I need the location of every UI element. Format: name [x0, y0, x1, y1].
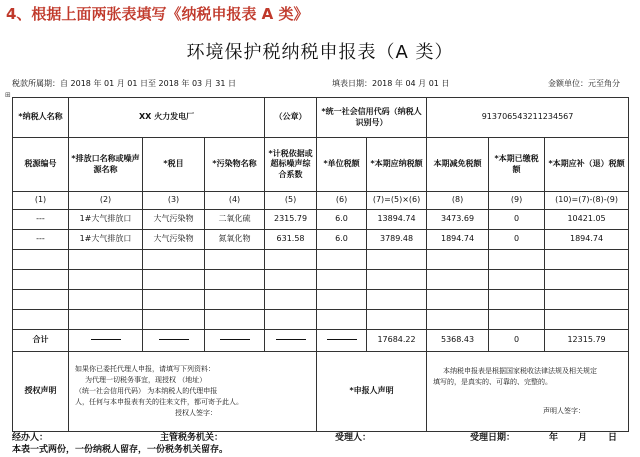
- total-payable[interactable]: 12315.79: [545, 330, 629, 352]
- cell[interactable]: [317, 310, 367, 330]
- col-index: (9): [489, 192, 545, 210]
- cell[interactable]: [265, 310, 317, 330]
- cell[interactable]: ---: [13, 210, 69, 230]
- auth-signature-label: 授权人签字：: [175, 408, 217, 417]
- declarant-label: *申报人声明: [317, 352, 427, 432]
- col-header-payable: *本期应补（退）税额: [545, 138, 629, 192]
- cell[interactable]: [367, 270, 427, 290]
- tax-return-table: [12, 97, 629, 432]
- cell[interactable]: ---: [13, 230, 69, 250]
- cell[interactable]: 0: [489, 230, 545, 250]
- col-index: (5): [265, 192, 317, 210]
- seal-label: （公章）: [265, 98, 317, 138]
- cell[interactable]: [427, 250, 489, 270]
- handler-label: 经办人：: [12, 433, 49, 443]
- cell[interactable]: [317, 290, 367, 310]
- col-index: (4): [205, 192, 265, 210]
- cell[interactable]: [427, 290, 489, 310]
- cell[interactable]: 1894.74: [545, 230, 629, 250]
- cell[interactable]: [317, 250, 367, 270]
- col-index: (3): [143, 192, 205, 210]
- cell[interactable]: [317, 270, 367, 290]
- auth-declaration-text[interactable]: [69, 352, 317, 432]
- cell[interactable]: [205, 270, 265, 290]
- cell[interactable]: [69, 270, 143, 290]
- col-index: (6): [317, 192, 367, 210]
- col-index: (10)=(7)-(8)-(9): [545, 192, 629, 210]
- total-dash: [69, 330, 143, 352]
- receiver-label: 受理人：: [335, 433, 372, 443]
- auth-line: （统一社会信用代码） 为本纳税人的代理申报: [75, 387, 218, 396]
- col-index: (7)=(5)×(6): [367, 192, 427, 210]
- cell[interactable]: 3789.48: [367, 230, 427, 250]
- cell[interactable]: [13, 250, 69, 270]
- cell[interactable]: [205, 290, 265, 310]
- cell[interactable]: 0: [489, 210, 545, 230]
- total-dash: [205, 330, 265, 352]
- authority-label: 主管税务机关：: [160, 433, 224, 443]
- col-header-source-id: 税源编号: [13, 138, 69, 192]
- cell[interactable]: [265, 250, 317, 270]
- col-header-relief: 本期减免税额: [427, 138, 489, 192]
- cell[interactable]: 大气污染物: [143, 230, 205, 250]
- amount-unit: 金额单位：元至角分: [548, 79, 620, 88]
- total-dash: [317, 330, 367, 352]
- credit-code-value[interactable]: 913706543211234567: [427, 98, 629, 138]
- auth-line: 为代理一切税务事宜，现授权 （地址）: [85, 376, 207, 385]
- auth-line: 人，任何与本申报表有关的往来文件，都可寄予此人。: [75, 397, 243, 406]
- receive-date-label: 受理日期：: [470, 433, 516, 443]
- year-label: 年: [549, 433, 559, 443]
- cell[interactable]: 10421.05: [545, 210, 629, 230]
- total-label: 合计: [13, 330, 69, 352]
- cell[interactable]: 1#大气排放口: [69, 230, 143, 250]
- total-dash: [265, 330, 317, 352]
- footer-signature-row: [12, 430, 628, 442]
- empty-row: [13, 310, 629, 330]
- cell[interactable]: [545, 270, 629, 290]
- column-header-row: [13, 138, 629, 192]
- cell[interactable]: [545, 310, 629, 330]
- cell[interactable]: 2315.79: [265, 210, 317, 230]
- auth-line: 如果你已委托代理人申报，请填写下列资料：: [75, 365, 215, 374]
- cell[interactable]: [427, 270, 489, 290]
- cell[interactable]: [13, 290, 69, 310]
- table-row: [13, 210, 629, 230]
- col-header-tax-due: *本期应纳税额: [367, 138, 427, 192]
- cell[interactable]: 631.58: [265, 230, 317, 250]
- col-index: (1): [13, 192, 69, 210]
- col-header-pollutant: *污染物名称: [205, 138, 265, 192]
- empty-row: [13, 290, 629, 310]
- cell[interactable]: [545, 290, 629, 310]
- cell[interactable]: [367, 250, 427, 270]
- col-index: (2): [69, 192, 143, 210]
- cell[interactable]: [545, 250, 629, 270]
- cell[interactable]: [489, 290, 545, 310]
- cell[interactable]: 氮氧化物: [205, 230, 265, 250]
- table-anchor-icon[interactable]: ⊞: [5, 91, 11, 99]
- cell[interactable]: [489, 310, 545, 330]
- col-header-paid: *本期已缴税额: [489, 138, 545, 192]
- cell[interactable]: [427, 310, 489, 330]
- col-index: (8): [427, 192, 489, 210]
- table-row: [13, 230, 629, 250]
- cell[interactable]: [143, 310, 205, 330]
- cell[interactable]: 大气污染物: [143, 210, 205, 230]
- auth-declaration-label: 授权声明: [13, 352, 69, 432]
- cell[interactable]: [367, 290, 427, 310]
- form-title: 环境保护税纳税申报表（A 类）: [186, 42, 454, 63]
- empty-row: [13, 250, 629, 270]
- cell[interactable]: [489, 250, 545, 270]
- tax-period: 税款所属期：自 2018 年 01 月 01 日至 2018 年 03 月 31 日: [12, 79, 236, 88]
- declarant-signature-label: 声明人签字：: [543, 406, 586, 415]
- cell[interactable]: [13, 310, 69, 330]
- cell[interactable]: [205, 250, 265, 270]
- taxpayer-name-value[interactable]: XX 火力发电厂: [69, 98, 265, 138]
- taxpayer-row: [13, 98, 629, 138]
- declarant-line: 填写的，是真实的、可靠的、完整的。: [433, 378, 553, 387]
- cell[interactable]: [69, 310, 143, 330]
- col-header-outlet: *排放口名称或噪声源名称: [69, 138, 143, 192]
- cell[interactable]: [143, 290, 205, 310]
- col-header-tax-item: *税目: [143, 138, 205, 192]
- footer-note: 本表一式两份，一份纳税人留存，一份税务机关留存。: [12, 445, 229, 455]
- cell[interactable]: 3473.69: [427, 210, 489, 230]
- cell[interactable]: [265, 290, 317, 310]
- cell[interactable]: [489, 270, 545, 290]
- total-row: [13, 330, 629, 352]
- day-label: 日: [608, 433, 618, 443]
- fill-date: 填表日期：2018 年 04 月 01 日: [332, 79, 450, 88]
- cell[interactable]: [13, 270, 69, 290]
- page-heading: 4、根据上面两张表填写《纳税申报表 A 类》: [6, 5, 309, 23]
- total-dash: [143, 330, 205, 352]
- cell[interactable]: [143, 250, 205, 270]
- cell[interactable]: [69, 250, 143, 270]
- cell[interactable]: 6.0: [317, 210, 367, 230]
- col-header-tax-basis: *计税依据或超标噪声综合系数: [265, 138, 317, 192]
- column-index-row: [13, 192, 629, 210]
- cell[interactable]: 6.0: [317, 230, 367, 250]
- col-header-unit-tax: *单位税额: [317, 138, 367, 192]
- credit-code-label: *统一社会信用代码（纳税人识别号）: [317, 98, 427, 138]
- month-label: 月: [578, 433, 588, 443]
- cell[interactable]: 1894.74: [427, 230, 489, 250]
- total-relief[interactable]: 5368.43: [427, 330, 489, 352]
- declarant-text[interactable]: [427, 352, 629, 432]
- cell[interactable]: [367, 310, 427, 330]
- cell[interactable]: [265, 270, 317, 290]
- declaration-row: [13, 352, 629, 432]
- cell[interactable]: 1#大气排放口: [69, 210, 143, 230]
- cell[interactable]: [205, 310, 265, 330]
- total-tax-due[interactable]: 17684.22: [367, 330, 427, 352]
- cell[interactable]: [69, 290, 143, 310]
- declarant-line: 本纳税申报表是根据国家税收法律法规及相关规定: [443, 367, 598, 376]
- empty-row: [13, 270, 629, 290]
- cell[interactable]: 13894.74: [367, 210, 427, 230]
- taxpayer-name-label: *纳税人名称: [13, 98, 69, 138]
- total-paid[interactable]: 0: [489, 330, 545, 352]
- cell[interactable]: 二氧化硫: [205, 210, 265, 230]
- cell[interactable]: [143, 270, 205, 290]
